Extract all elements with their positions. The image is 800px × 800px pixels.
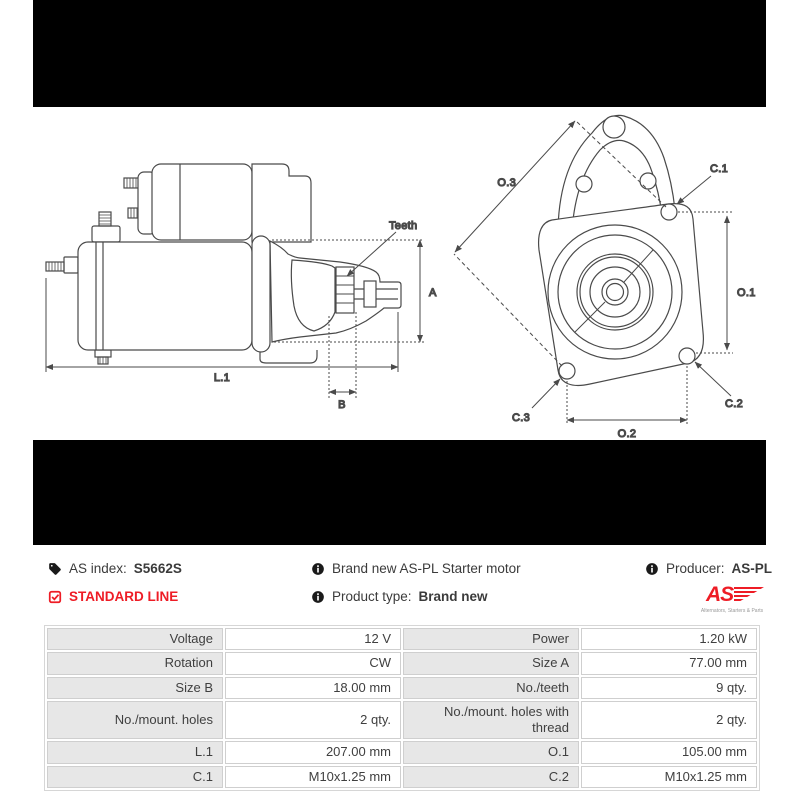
dim-a-label: A — [429, 287, 437, 299]
spec-label: Size A — [403, 652, 579, 674]
technical-drawing — [0, 105, 800, 445]
brand-new-desc: Brand new AS-PL Starter motor — [332, 561, 521, 576]
checkbox-icon — [48, 590, 62, 604]
dim-o3-label: O.3 — [497, 177, 516, 189]
as-index-row — [48, 561, 182, 576]
dim-b-label: B — [338, 399, 346, 411]
spec-value: CW — [225, 652, 401, 674]
producer-value: AS-PL — [731, 561, 773, 576]
as-pl-logo-stripes-icon — [734, 587, 764, 603]
spec-label: C.2 — [403, 766, 579, 788]
spec-label: No./mount. holes — [47, 701, 223, 740]
spec-label: L.1 — [47, 741, 223, 763]
producer-label: Producer: — [666, 561, 725, 576]
table-row — [47, 628, 757, 650]
as-pl-logo-caption: Alternators, Starters & Parts — [700, 608, 764, 614]
top-black-banner — [33, 0, 766, 107]
spec-value: 18.00 mm — [225, 677, 401, 699]
table-row — [47, 741, 757, 763]
dim-o2-label: O.2 — [617, 428, 637, 440]
info-icon — [311, 590, 325, 604]
tag-icon — [48, 562, 62, 576]
dim-l1-label: L.1 — [213, 372, 231, 384]
teeth-label: Teeth — [389, 220, 418, 232]
as-pl-logo — [698, 583, 766, 614]
spec-label: O.1 — [403, 741, 579, 763]
brand-new-row — [311, 561, 521, 576]
spec-value: M10x1.25 mm — [225, 766, 401, 788]
info-icon — [311, 562, 325, 576]
table-row — [47, 766, 757, 788]
spec-value: 105.00 mm — [581, 741, 757, 763]
middle-black-banner — [33, 440, 766, 545]
standard-line-row — [48, 589, 178, 604]
standard-line-badge: STANDARD LINE — [69, 589, 179, 604]
spec-value: M10x1.25 mm — [581, 766, 757, 788]
front-view — [454, 115, 756, 440]
table-row — [47, 701, 757, 740]
spec-label: Size B — [47, 677, 223, 699]
spec-value: 2 qty. — [581, 701, 757, 740]
table-row — [47, 652, 757, 674]
spec-label: No./mount. holes with thread — [403, 701, 579, 740]
dim-c2-label: C.2 — [725, 398, 744, 410]
spec-table — [44, 625, 760, 791]
spec-label: Rotation — [47, 652, 223, 674]
table-row — [47, 677, 757, 699]
spec-value: 2 qty. — [225, 701, 401, 740]
info-icon — [645, 562, 659, 576]
spec-label: Voltage — [47, 628, 223, 650]
spec-value: 1.20 kW — [581, 628, 757, 650]
as-pl-logo-text: AS — [706, 583, 734, 606]
spec-value: 12 V — [225, 628, 401, 650]
product-type-value: Brand new — [418, 589, 488, 604]
as-index-label: AS index: — [69, 561, 127, 576]
spec-value: 207.00 mm — [225, 741, 401, 763]
product-type-label: Product type: — [332, 589, 412, 604]
dim-c3-label: C.3 — [512, 412, 531, 424]
product-info-header — [0, 552, 800, 622]
spec-label: Power — [403, 628, 579, 650]
spec-value: 77.00 mm — [581, 652, 757, 674]
dim-c1-label: C.1 — [710, 163, 729, 175]
as-index-value: S5662S — [133, 561, 182, 576]
spec-value: 9 qty. — [581, 677, 757, 699]
spec-label: C.1 — [47, 766, 223, 788]
producer-row — [645, 561, 772, 576]
spec-label: No./teeth — [403, 677, 579, 699]
side-view — [46, 164, 437, 411]
product-type-row — [311, 589, 488, 604]
dim-o1-label: O.1 — [737, 287, 756, 299]
